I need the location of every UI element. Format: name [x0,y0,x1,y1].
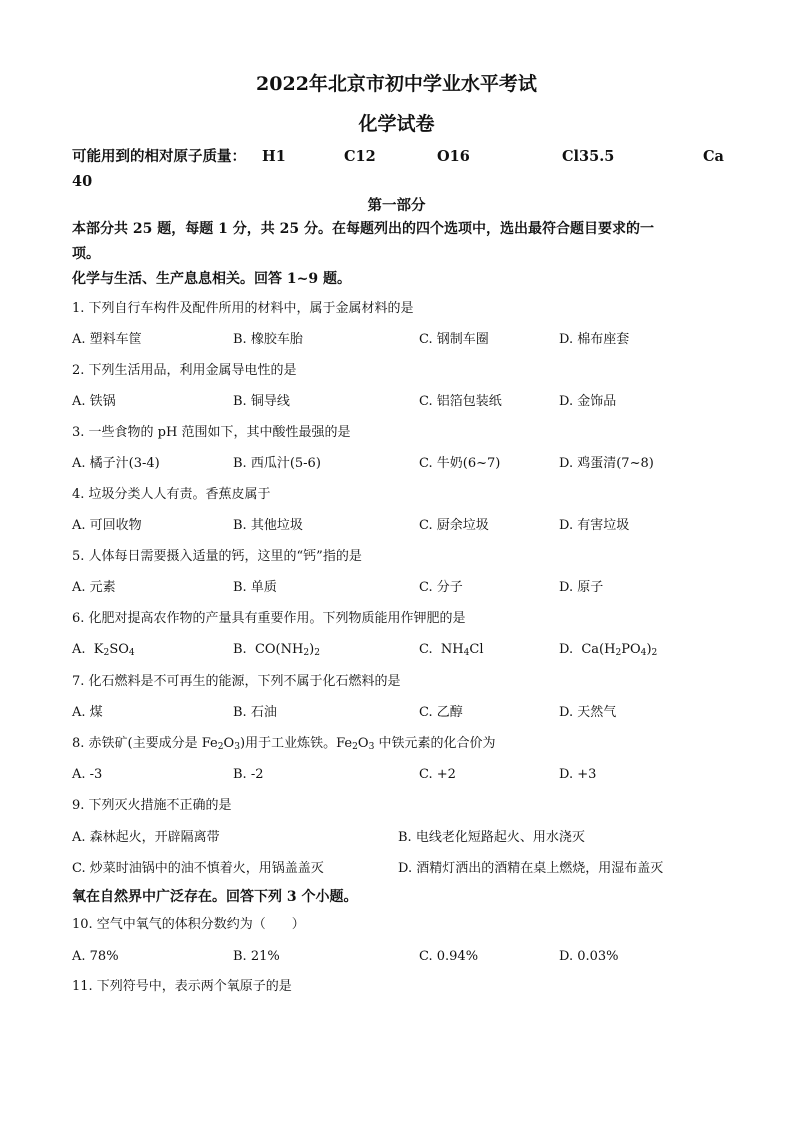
question-4-option-b[interactable]: B. 其他垃圾 [233,518,303,533]
question-9-option-a[interactable]: A. 森林起火，开辟隔离带 [72,830,220,845]
question-5-stem: 5. 人体每日需要摄入适量的钙，这里的“钙”指的是 [72,549,362,564]
question-5-option-c[interactable]: C. 分子 [419,580,463,595]
question-1-option-b[interactable]: B. 橡胶车胎 [233,332,303,347]
question-7-stem: 7. 化石燃料是不可再生的能源，下列不属于化石燃料的是 [72,674,401,689]
question-6-option-b[interactable]: B. $CO(NH_2)_2$ [233,642,321,658]
question-9-option-c[interactable]: C. 炒菜时油锅中的油不慎着火，用锅盖盖灭 [72,861,324,876]
question-2-option-d[interactable]: D. 金饰品 [559,394,617,409]
question-8-option-a[interactable]: A. -3 [72,767,103,782]
question-7-option-a[interactable]: A. 煤 [72,705,103,720]
question-10-option-c[interactable]: C. 0.94% [419,949,479,964]
question-3-stem: 3. 一些食物的 pH 范围如下，其中酸性最强的是 [72,425,351,440]
question-10-option-d[interactable]: D. 0.03% [559,949,619,964]
question-10-stem: 10. 空气中氧气的体积分数约为（ ） [72,917,305,932]
atomic-mass-ca: Ca [703,148,724,165]
question-4-option-a[interactable]: A. 可回收物 [72,518,142,533]
atomic-mass-o: O16 [437,148,470,165]
group-heading-1-9: 化学与生活、生产息息相关。回答 1~9 题。 [72,271,351,287]
question-7-option-d[interactable]: D. 天然气 [559,705,617,720]
atomic-mass-h: H1 [262,148,286,165]
question-4-stem: 4. 垃圾分类人人有责。香蕉皮属于 [72,487,271,502]
question-7-option-b[interactable]: B. 石油 [233,705,277,720]
question-1-stem: 1. 下列自行车构件及配件所用的材料中，属于金属材料的是 [72,301,414,316]
group-heading-oxygen: 氧在自然界中广泛存在。回答下列 3 个小题。 [72,889,358,905]
question-4-option-c[interactable]: C. 厨余垃圾 [419,518,489,533]
part-one-instructions: 本部分共 25 题，每题 1 分，共 25 分。在每题列出的四个选项中，选出最符合题目要求的一 [72,221,654,237]
question-8-option-b[interactable]: B. -2 [233,767,264,782]
question-1-option-c[interactable]: C. 钢制车圈 [419,332,489,347]
part-one-instructions-cont: 项。 [72,246,100,262]
question-8-option-c[interactable]: C. +2 [419,767,456,782]
question-9-stem: 9. 下列灭火措施不正确的是 [72,798,232,813]
question-6-option-d[interactable]: D. $Ca(H_2PO_4)_2$ [559,642,658,658]
question-8-option-d[interactable]: D. +3 [559,767,597,782]
question-6-option-a[interactable]: A. $K_2SO_4$ [72,642,135,658]
question-5-option-d[interactable]: D. 原子 [559,580,604,595]
question-3-option-c[interactable]: C. 牛奶(6~7) [419,456,501,471]
question-9-option-d[interactable]: D. 酒精灯洒出的酒精在桌上燃烧，用湿布盖灭 [398,861,664,876]
exam-title: 2022年北京市初中学业水平考试 [256,73,537,95]
question-6-stem: 6. 化肥对提高农作物的产量具有重要作用。下列物质能用作钾肥的是 [72,611,466,626]
part-one-heading: 第一部分 [367,197,426,214]
question-9-option-b[interactable]: B. 电线老化短路起火、用水浇灭 [398,830,585,845]
question-10-option-b[interactable]: B. 21% [233,949,280,964]
question-11-stem: 11. 下列符号中，表示两个氧原子的是 [72,979,292,994]
question-3-option-a[interactable]: A. 橘子汁(3-4) [72,456,160,471]
question-2-option-c[interactable]: C. 铝箔包装纸 [419,394,502,409]
atomic-mass-cl: Cl35.5 [562,148,615,165]
atomic-mass-ca-value: 40 [72,173,93,190]
atomic-mass-label: 可能用到的相对原子质量： [72,148,246,165]
question-8-stem: 8. 赤铁矿(主要成分是 $Fe_2O_3$)用于工业炼铁。$Fe_2O_3$ 中铁元素的化合价为 [72,736,496,752]
question-1-option-d[interactable]: D. 棉布座套 [559,332,630,347]
question-1-option-a[interactable]: A. 塑料车筐 [72,332,142,347]
question-3-option-d[interactable]: D. 鸡蛋清(7~8) [559,456,654,471]
paper-subtitle: 化学试卷 [358,113,435,135]
atomic-mass-c: C12 [344,148,376,165]
question-6-option-c[interactable]: C. $NH_4Cl$ [419,642,484,658]
question-2-stem: 2. 下列生活用品，利用金属导电性的是 [72,363,297,378]
question-5-option-a[interactable]: A. 元素 [72,580,116,595]
question-7-option-c[interactable]: C. 乙醇 [419,705,463,720]
question-5-option-b[interactable]: B. 单质 [233,580,277,595]
question-3-option-b[interactable]: B. 西瓜汁(5-6) [233,456,321,471]
question-2-option-a[interactable]: A. 铁锅 [72,394,116,409]
question-10-option-a[interactable]: A. 78% [72,949,119,964]
question-2-option-b[interactable]: B. 铜导线 [233,394,290,409]
question-4-option-d[interactable]: D. 有害垃圾 [559,518,630,533]
